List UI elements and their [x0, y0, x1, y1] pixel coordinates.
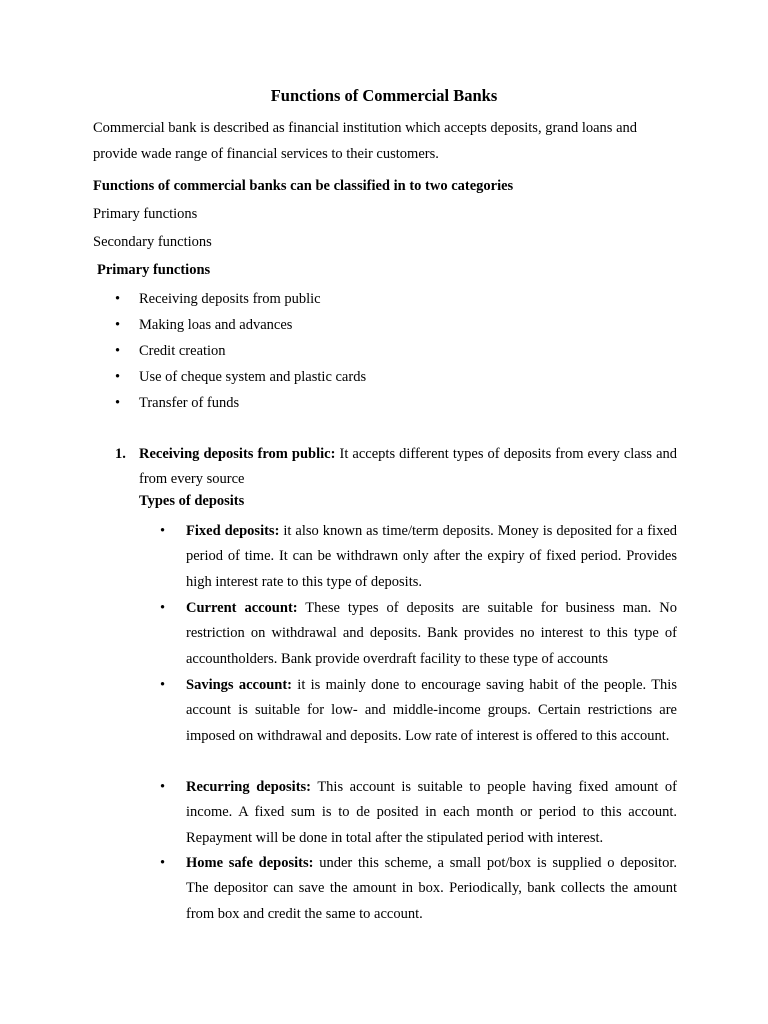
list-item-text: Use of cheque system and plastic cards: [139, 369, 367, 385]
list-item: [115, 369, 366, 386]
page-title: Functions of Commercial Banks: [270, 86, 498, 105]
deposit-label: Recurring deposits:: [186, 779, 311, 795]
category-primary: Primary functions: [93, 206, 198, 222]
numbered-item-body: [139, 442, 677, 492]
deposit-label: Current account:: [186, 600, 298, 616]
deposit-text: it is mainly done to encourage saving habit of the people. This account is suitable for low- and middle-income groups. Certain restrictions are imposed on withdrawal and deposits. Low rate of interest is offered to this account.: [186, 677, 677, 744]
item-number: 1.: [115, 446, 126, 462]
list-item: [115, 291, 321, 308]
list-item-text: Transfer of funds: [139, 395, 240, 411]
deposit-text: it also known as time/term deposits. Money is deposited for a fixed period of time. It can be withdrawn only after the expiry of fixed period. Provides high interest rate to this type of deposits.: [186, 523, 678, 590]
numbered-item-deposits: [115, 442, 677, 492]
deposit-item-recurring: [160, 775, 677, 851]
bullet-icon: •: [160, 523, 166, 539]
category-secondary: Secondary functions: [93, 234, 212, 250]
list-item: [115, 395, 239, 412]
list-item-text: Credit creation: [139, 343, 226, 359]
list-item-text: Receiving deposits from public: [139, 291, 321, 307]
deposit-label: Fixed deposits:: [186, 523, 280, 539]
bullet-icon: •: [115, 395, 121, 411]
deposit-body: [186, 673, 677, 749]
deposit-text: These types of deposits are suitable for business man. No restriction on withdrawal and deposits. Bank provides no interest to this type of accountholders. Bank provide overdraft facility to these type of accounts: [186, 600, 677, 667]
types-of-deposits-heading: Types of deposits: [139, 493, 245, 509]
deposit-text: This account is suitable to people having fixed amount of income. A fixed sum is to de posited in each month or period to this account. Repayment will be done in total after the stipulated period with interest.: [186, 779, 677, 846]
intro-paragraph: Commercial bank is described as financial institution which accepts deposits, grand loans and provide wade range of financial services to their customers.: [93, 120, 638, 162]
deposit-item-fixed: [160, 519, 677, 595]
list-item: [115, 317, 292, 334]
bullet-icon: •: [115, 317, 121, 333]
primary-functions-heading: Primary functions: [97, 262, 211, 278]
deposit-body: [186, 775, 677, 851]
bullet-icon: •: [115, 369, 121, 385]
deposit-label: Savings account:: [186, 677, 292, 693]
deposit-body: [186, 851, 677, 927]
deposit-item-home-safe: [160, 851, 677, 927]
bullet-icon: •: [160, 600, 166, 616]
deposit-text: under this scheme, a small pot/box is supplied o depositor. The depositor can save the amount in box. Periodically, bank collects the amount from box and credit the same to account.: [186, 855, 677, 922]
item-heading: Receiving deposits from public:: [139, 446, 336, 462]
bullet-icon: •: [115, 291, 121, 307]
bullet-icon: •: [115, 343, 121, 359]
deposit-body: [186, 519, 677, 595]
bullet-icon: •: [160, 855, 166, 871]
deposit-label: Home safe deposits:: [186, 855, 314, 871]
classification-heading: Functions of commercial banks can be classified in to two categories: [93, 178, 514, 194]
item-text: It accepts different types of deposits from every class and from every source: [139, 446, 678, 487]
deposit-body: [186, 596, 677, 672]
deposit-item-savings: [160, 673, 677, 749]
list-item-text: Making loas and advances: [139, 317, 293, 333]
bullet-icon: •: [160, 779, 166, 795]
bullet-icon: •: [160, 677, 166, 693]
list-item: [115, 343, 226, 360]
deposit-item-current: [160, 596, 677, 672]
